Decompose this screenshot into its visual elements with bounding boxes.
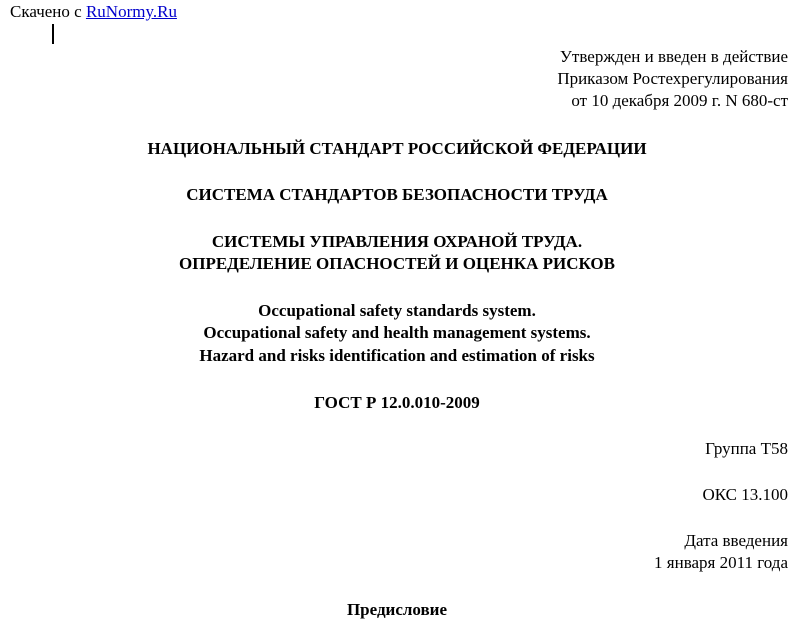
group-label: Группа Т58 [705,439,788,458]
approval-block [557,46,788,112]
approval-line-3: от 10 декабря 2009 г. N 680-ст [571,91,788,110]
standard-name-line-1: СИСТЕМЫ УПРАВЛЕНИЯ ОХРАНОЙ ТРУДА. [211,232,583,251]
system-heading: СИСТЕМА СТАНДАРТОВ БЕЗОПАСНОСТИ ТРУДА [186,185,608,204]
english-title-line-2: Occupational safety and health management systems. [203,323,591,342]
english-title-line-3: Hazard and risks identification and estimation of risks [199,346,595,365]
intro-date-label: Дата введения [684,531,788,550]
intro-date-value: 1 января 2011 года [654,553,788,572]
approval-line-2: Приказом Ростехрегулирования [557,69,788,88]
english-title-line-1: Occupational safety standards system. [258,301,536,320]
text-cursor [52,24,54,44]
foreword-heading: Предисловие [346,600,448,619]
source-line [10,2,177,22]
standard-name-line-2: ОПРЕДЕЛЕНИЕ ОПАСНОСТЕЙ И ОЦЕНКА РИСКОВ [179,254,615,273]
national-standard-heading: НАЦИОНАЛЬНЫЙ СТАНДАРТ РОССИЙСКОЙ ФЕДЕРАЦИИ [147,139,647,158]
runormy-link[interactable]: RuNormy.Ru [85,2,177,21]
downloaded-prefix: Скачено с [10,2,86,21]
oks-label: ОКС 13.100 [702,485,788,504]
approval-line-1: Утвержден и введен в действие [559,47,788,66]
gost-code: ГОСТ Р 12.0.010-2009 [314,393,480,412]
